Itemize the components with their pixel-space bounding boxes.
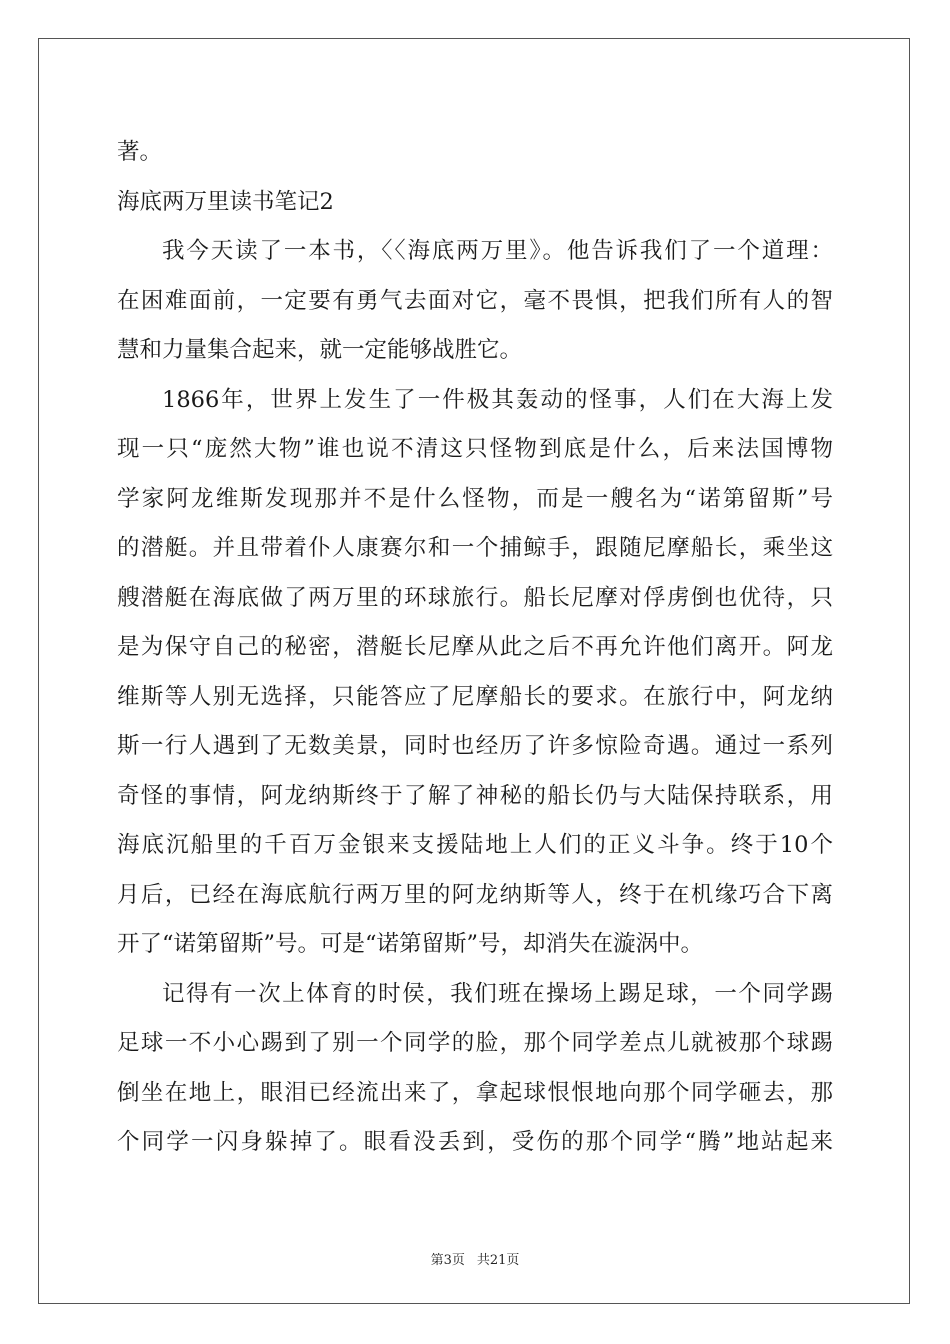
text-line: 是为保守自己的秘密，潜艇长尼摩从此之后不再允许他们离开。阿龙 xyxy=(117,634,833,660)
text-line: 慧和力量集合起来，就一定能够战胜它。 xyxy=(117,337,523,363)
paragraph-first-line: 我今天读了一本书，〈〈海底两万里》。他告诉我们了一个道理： xyxy=(162,238,833,264)
text-line: 奇怪的事情，阿龙纳斯终于了解了神秘的船长仍与大陆保持联系，用 xyxy=(117,782,833,809)
text-line: 海底沉船里的千百万金银来支援陆地上人们的正义斗争。终于10个 xyxy=(117,832,833,858)
page-number: 第3页 xyxy=(430,1253,465,1268)
text-line: 斯一行人遇到了无数美景，同时也经历了许多惊险奇遇。通过一系列 xyxy=(117,733,833,759)
text-line: 的潜艇。并且带着仆人康赛尔和一个捕鲸手，跟随尼摩船长，乘坐这 xyxy=(117,535,833,561)
text-line: 维斯等人别无选择，只能答应了尼摩船长的要求。在旅行中，阿龙纳 xyxy=(117,683,833,710)
text-line: 倒坐在地上，眼泪已经流出来了，拿起球恨恨地向那个同学砸去，那 xyxy=(117,1079,833,1106)
paragraph-first-line: 记得有一次上体育的时侯，我们班在操场上踢足球，一个同学踢 xyxy=(162,980,833,1007)
text-line: 个同学一闪身躲掉了。眼看没丢到，受伤的那个同学“腾”地站起来 xyxy=(117,1129,833,1155)
document-body xyxy=(117,128,833,1168)
section-heading: 海底两万里读书笔记2 xyxy=(117,188,334,215)
text-line: 学家阿龙维斯发现那并不是什么怪物，而是一艘名为“诺第留斯”号 xyxy=(117,485,833,512)
paragraph-first-line: 1866年，世界上发生了一件极其轰动的怪事，人们在大海上发 xyxy=(162,386,833,413)
text-line: 现一只“庞然大物”谁也说不清这只怪物到底是什么，后来法国博物 xyxy=(117,436,833,462)
text-line: 艘潜艇在海底做了两万里的环球旅行。船长尼摩对俘虏倒也优待，只 xyxy=(117,584,833,611)
text-line: 月后，已经在海底航行两万里的阿龙纳斯等人，终于在机缘巧合下离 xyxy=(117,881,833,908)
text-line: 在困难面前，一定要有勇气去面对它，毫不畏惧，把我们所有人的智 xyxy=(117,287,833,314)
page-footer xyxy=(0,1249,950,1268)
text-line: 著。 xyxy=(117,139,163,165)
text-line: 足球一不小心踢到了别一个同学的脸，那个同学差点儿就被那个球踢 xyxy=(117,1030,833,1056)
page-total: 共21页 xyxy=(476,1253,520,1268)
text-line: 开了“诺第留斯”号。可是“诺第留斯”号，却消失在漩涡中。 xyxy=(117,931,704,957)
